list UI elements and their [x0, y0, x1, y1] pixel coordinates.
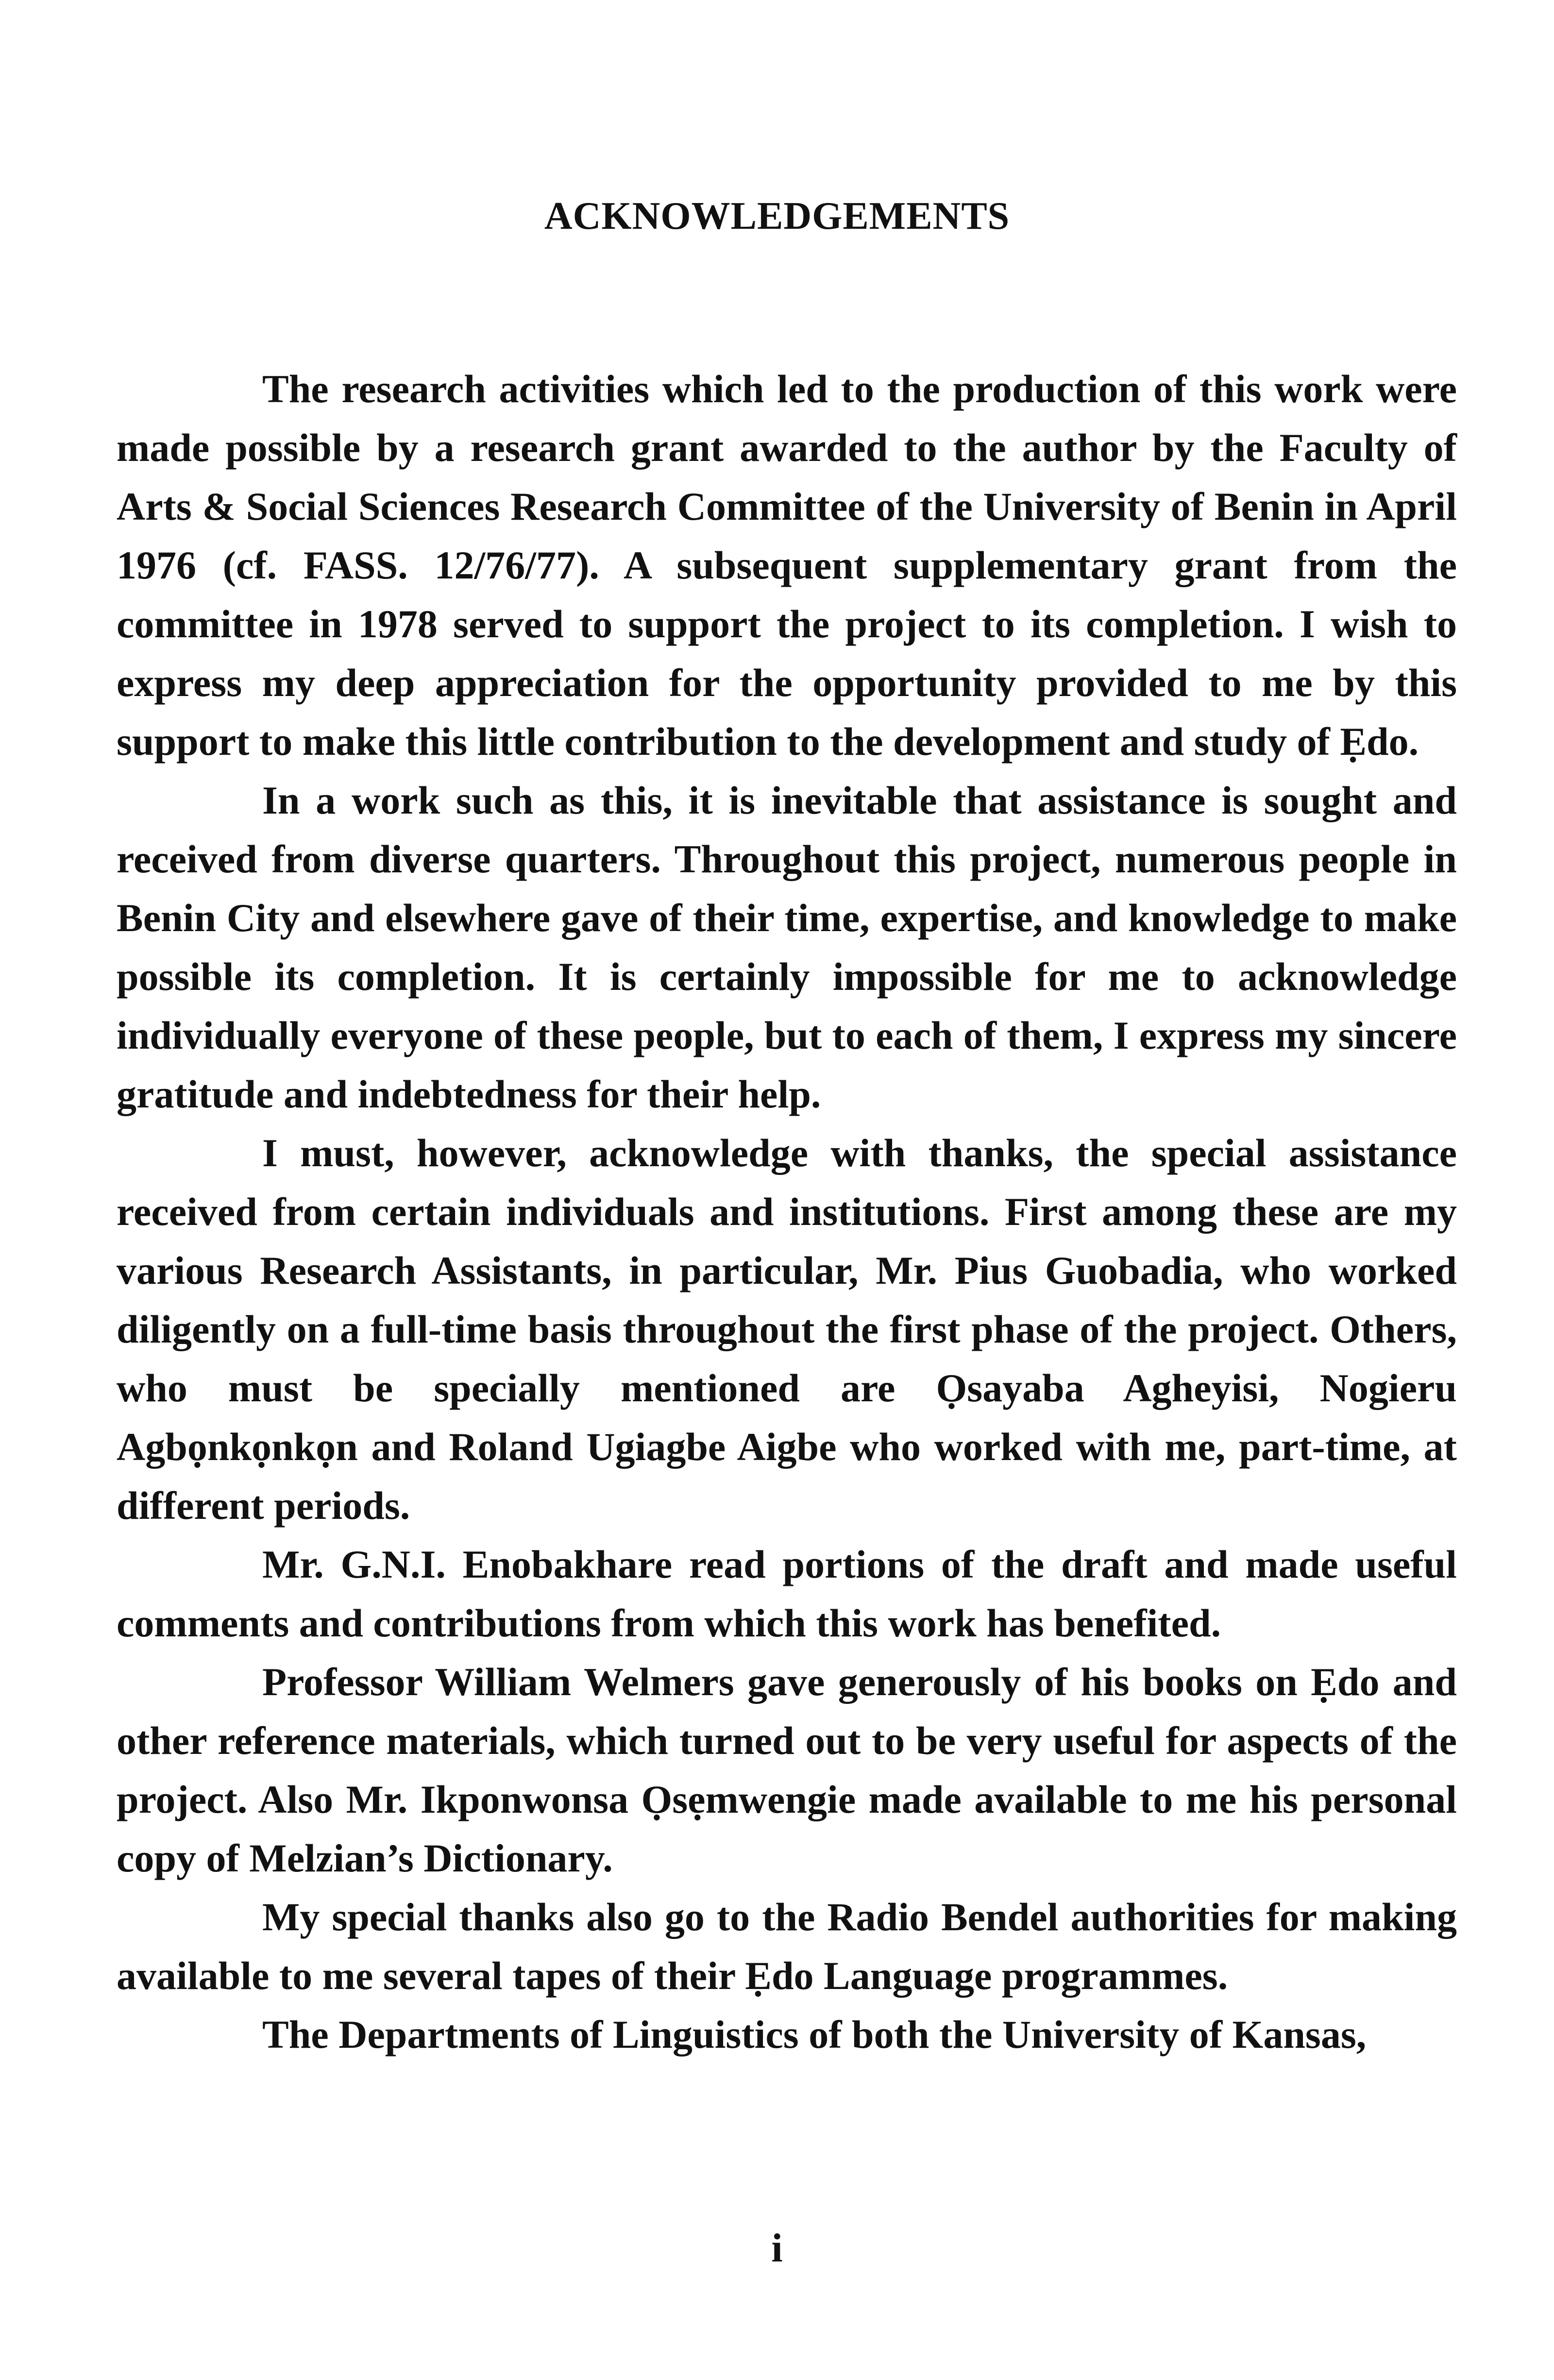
paragraph-research-grant: The research activities which led to the production of this work were made possible by a research grant awarded to the author by the Faculty of Arts & Social Sciences Research Committee of the University of Benin in April 1976 (cf. FASS. 12/76/77). A subsequent supplementary grant from the committee in 1978 served to support the project to its completion. I wish to express my deep appreciation for the opportunity provided to me by this support to make this little contribution to the development and study of Ẹdo.: [117, 367, 1457, 764]
paragraph-research-assistants: I must, however, acknowledge with thanks, the special assistance received from certain individuals and institutions. First among these are my various Research Assistants, in particular, Mr. Pius Guobadia, who worked diligently on a full-time basis throughout the first phase of the project. Others, who must be specially mentioned are Ọsayaba Agheyisi, Nogieru Agbọnkọnkọn and Roland Ugiagbe Aigbe who worked with me, part-time, at different periods.: [117, 1131, 1457, 1528]
acknowledgements-body: [117, 359, 1457, 2064]
paragraph-enobakhare: Mr. G.N.I. Enobakhare read portions of the draft and made useful comments and contributions from which this work has benefited.: [117, 1542, 1457, 1645]
page-number: i: [771, 2226, 783, 2271]
paragraph-departments: The Departments of Linguistics of both the University of Kansas,: [262, 2012, 1367, 2057]
page-title: ACKNOWLEDGEMENTS: [544, 195, 1010, 238]
paragraph-radio-bendel: My special thanks also go to the Radio Bendel authorities for making available to me several tapes of their Ẹdo Language programmes.: [117, 1895, 1457, 1998]
paragraph-welmers: Professor William Welmers gave generously of his books on Ẹdo and other reference materials, which turned out to be very useful for aspects of the project. Also Mr. Ikponwonsa Ọsẹmwengie made available to me his personal copy of Melzian’s Dictionary.: [117, 1660, 1457, 1880]
paragraph-assistance: In a work such as this, it is inevitable that assistance is sought and received from diverse quarters. Throughout this project, numerous people in Benin City and elsewhere gave of their time, expertise, and knowledge to make possible its completion. It is certainly impossible for me to acknowledge individually everyone of these people, but to each of them, I express my sincere gratitude and indebtedness for their help.: [117, 778, 1457, 1116]
